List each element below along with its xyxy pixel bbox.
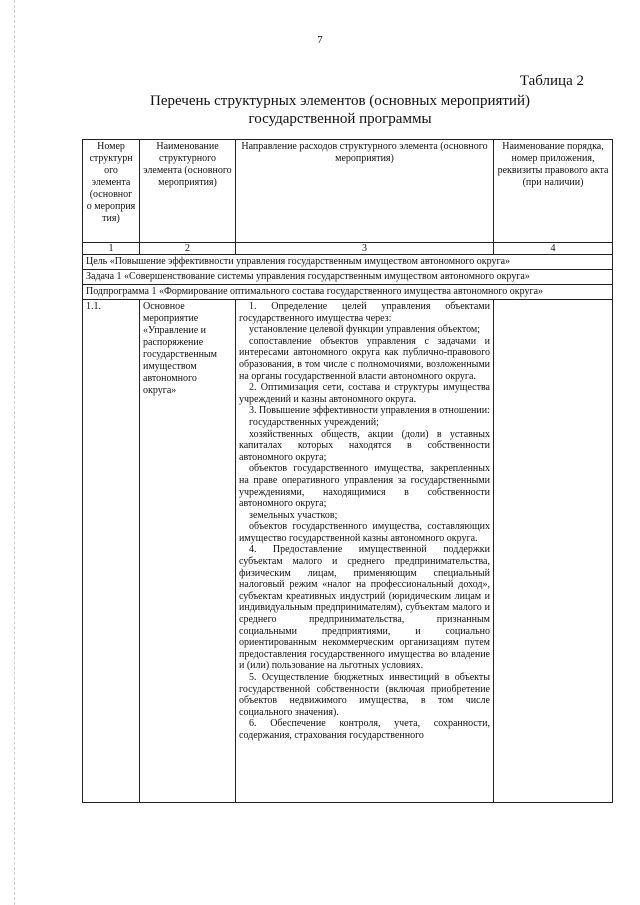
direction-paragraph: хозяйственных обществ, акции (доли) в уставных капиталах которых находятся в собственности автономного округа; xyxy=(239,428,490,463)
header-directions: Направление расходов структурного элемента (основного мероприятия) xyxy=(236,140,494,243)
title-line-2: государственной программы xyxy=(248,111,432,127)
direction-paragraph: 2. Оптимизация сети, состава и структуры имущества учреждений и казны автономного округа. xyxy=(239,382,490,405)
direction-paragraph: 5. Осуществление бюджетных инвестиций в объекты государственной собственности (включая приобретение объектов недвижимого имущества, в том числе социального значения). xyxy=(239,672,490,718)
direction-paragraph: государственных учреждений; xyxy=(249,416,379,428)
row-legal-act xyxy=(494,300,613,803)
column-number: 1 xyxy=(83,243,140,255)
structural-elements-table xyxy=(82,139,613,803)
header-number: Номер структурн ого элемента (основног о мероприя тия) xyxy=(83,140,140,243)
column-number: 3 xyxy=(236,243,494,255)
row-element-name: Основное мероприятие «Управление и распоряжение государственным имуществом автономного округа» xyxy=(140,300,236,803)
row-directions xyxy=(236,300,494,803)
table-row xyxy=(83,300,613,803)
goal-row xyxy=(83,255,613,270)
row-number: 1.1. xyxy=(83,300,140,803)
header-name: Наименование структурного элемента (основного мероприятия) xyxy=(140,140,236,243)
title-line-1: Перечень структурных элементов (основных мероприятий) xyxy=(150,93,530,109)
table-header-row xyxy=(83,140,613,243)
direction-paragraph: объектов государственного имущества, составляющих имущество государственной казны автономного округа. xyxy=(239,521,490,544)
task-row xyxy=(83,270,613,285)
direction-paragraph: установление целевой функции управления объектом; xyxy=(249,324,481,336)
subprogram-row xyxy=(83,285,613,300)
direction-paragraph: 1. Определение целей управления объектами государственного имущества через: xyxy=(239,301,490,324)
document-title xyxy=(60,92,620,128)
direction-paragraph: 3. Повышение эффективности управления в отношении: xyxy=(249,405,490,417)
task-text: Задача 1 «Совершенствование системы управления государственным имуществом автономного округа» xyxy=(83,270,613,285)
direction-paragraph: 6. Обеспечение контроля, учета, сохранности, содержания, страхования государственного xyxy=(239,718,490,741)
subprogram-text: Подпрограмма 1 «Формирование оптимального состава государственного имущества автономного округа» xyxy=(83,285,613,300)
direction-paragraph: сопоставление объектов управления с задачами и интересами автономного округа как публично-правового образования, в том числе с полномочиями, возложенными на органы государственной власти автономного округа. xyxy=(239,335,490,382)
direction-paragraph: 4. Предоставление имущественной поддержки субъектам малого и среднего предпринимательства, физическим лицам, применяющим специальный налоговый режим «налог на профессиональный доход», субъектам креативных индустрий (юридическим лицам и индивидуальным предпринимателям), субъектам малого и среднего предпринимательства, признанным социальными предприятиями, и социально ориентированным некоммерческим организациям путем предоставления государственного имущества во владение и (или) пользование на льготных условиях. xyxy=(239,544,490,672)
header-legal-act: Наименование порядка, номер приложения, реквизиты правового акта (при наличии) xyxy=(494,140,613,243)
scan-margin-line xyxy=(14,0,16,905)
page-number: 7 xyxy=(317,34,323,46)
column-numbers-row xyxy=(83,243,613,255)
column-number: 4 xyxy=(494,243,613,255)
table-label: Таблица 2 xyxy=(519,73,584,89)
goal-text: Цель «Повышение эффективности управления государственным имуществом автономного округа» xyxy=(83,255,613,270)
direction-paragraph: объектов государственного имущества, закрепленных на праве оперативного управления за государственными учреждениями, находящимися в собственности автономного округа; xyxy=(239,463,490,510)
direction-paragraph: земельных участков; xyxy=(249,509,338,521)
column-number: 2 xyxy=(140,243,236,255)
